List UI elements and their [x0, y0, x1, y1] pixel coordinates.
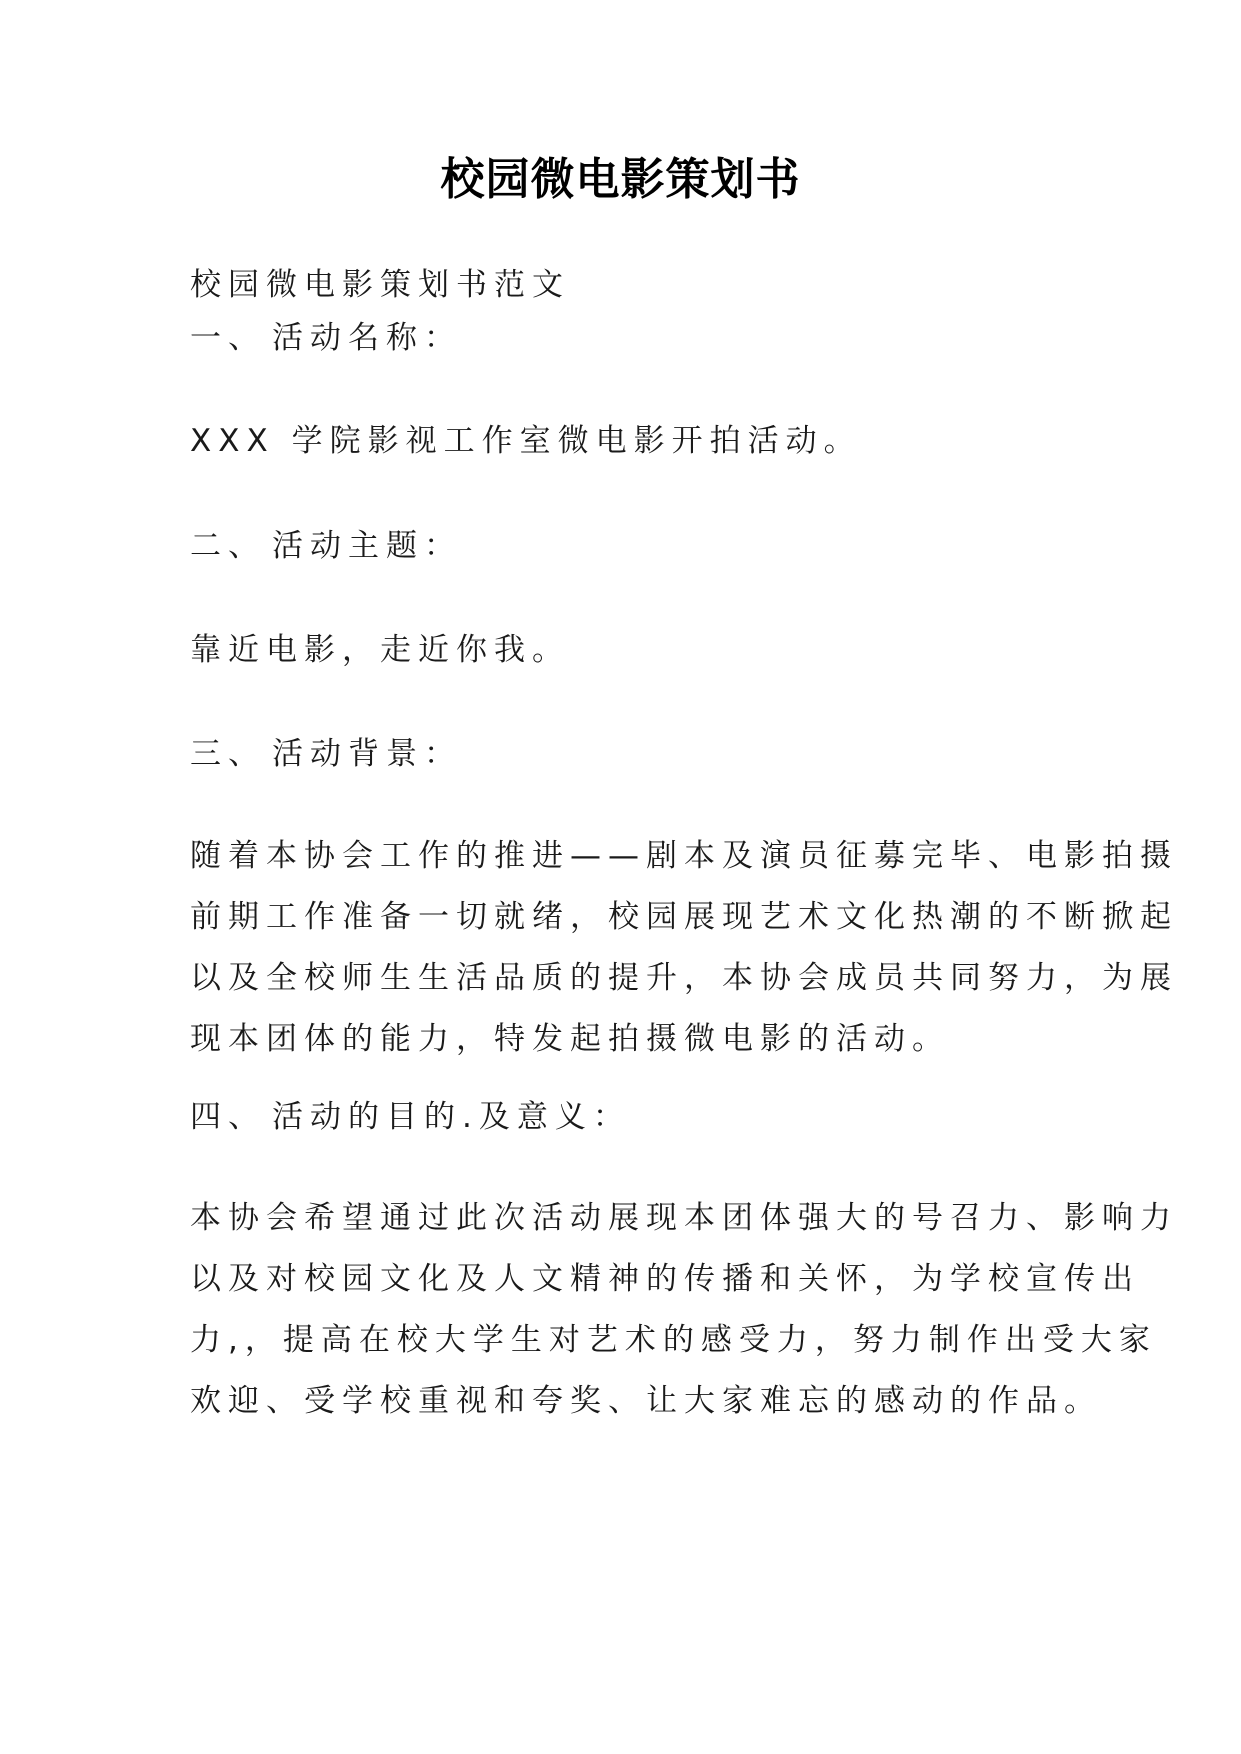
section-number-3: 三、 — [190, 736, 266, 772]
section-body-2: 靠近电影，走近你我。 — [190, 632, 570, 668]
document-subtitle: 校园微电影策划书范文 — [190, 267, 570, 303]
section-body-3 — [190, 826, 1178, 1070]
paragraph-line: 欢迎、受学校重视和夸奖、让大家难忘的感动的作品。 — [190, 1383, 1102, 1419]
paragraph-line: 本协会希望通过此次活动展现本团体强大的号召力、影响力 — [190, 1200, 1178, 1236]
paragraph-line: 以及对校园文化及人文精神的传播和关怀，为学校宣传出 — [190, 1261, 1140, 1297]
section-heading-text-4: 活动的目的.及意义： — [272, 1099, 631, 1135]
document-title: 校园微电影策划书 — [440, 154, 801, 205]
section-heading-2 — [190, 526, 462, 566]
section-heading-4 — [190, 1097, 631, 1137]
section-heading-1 — [190, 318, 462, 358]
section-heading-text-3: 活动背景： — [272, 736, 462, 772]
section-heading-text-2: 活动主题： — [272, 528, 462, 564]
paragraph-line: 以及全校师生生活品质的提升，本协会成员共同努力，为展 — [190, 960, 1178, 996]
section-heading-3 — [190, 734, 462, 774]
paragraph-line: 前期工作准备一切就绪，校园展现艺术文化热潮的不断掀起 — [190, 899, 1178, 935]
section-number-1: 一、 — [190, 320, 266, 356]
paragraph-line: 力,，提高在校大学生对艺术的感受力，努力制作出受大家 — [190, 1322, 1157, 1358]
section-number-2: 二、 — [190, 528, 266, 564]
section-number-4: 四、 — [190, 1099, 266, 1135]
section-body-1: XXX 学院影视工作室微电影开拍活动。 — [190, 423, 862, 459]
paragraph-line: 现本团体的能力，特发起拍摄微电影的活动。 — [190, 1021, 950, 1057]
section-body-4 — [190, 1188, 1178, 1432]
section-heading-text-1: 活动名称： — [272, 320, 462, 356]
paragraph-line: 随着本协会工作的推进——剧本及演员征募完毕、电影拍摄 — [190, 838, 1178, 874]
